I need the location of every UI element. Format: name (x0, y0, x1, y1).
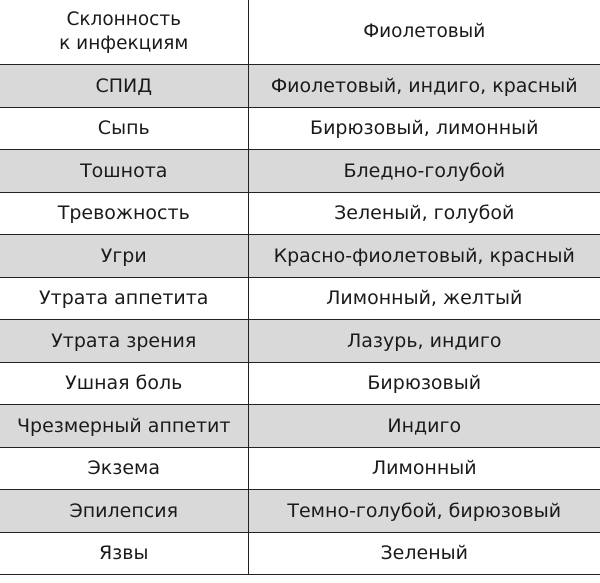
color-cell: Бледно-голубой (248, 150, 600, 193)
table-row (0, 447, 600, 490)
condition-cell: Угри (0, 235, 248, 278)
table-row (0, 235, 600, 278)
condition-cell: Эпилепсия (0, 490, 248, 533)
table-row (0, 362, 600, 405)
color-cell: Лазурь, индиго (248, 320, 600, 363)
table-row (0, 532, 600, 575)
header-cell-condition (0, 0, 248, 65)
color-cell: Лимонный (248, 447, 600, 490)
condition-cell: Сыпь (0, 107, 248, 150)
color-cell: Красно-фиолетовый, красный (248, 235, 600, 278)
color-cell: Бирюзовый, лимонный (248, 107, 600, 150)
condition-cell: Утрата аппетита (0, 277, 248, 320)
table-row (0, 490, 600, 533)
table-row (0, 150, 600, 193)
color-cell: Бирюзовый (248, 362, 600, 405)
condition-cell: Тошнота (0, 150, 248, 193)
header-condition-line-1: Склонность (66, 9, 182, 30)
condition-cell: Утрата зрения (0, 320, 248, 363)
condition-cell: Язвы (0, 532, 248, 575)
color-cell: Фиолетовый, индиго, красный (248, 65, 600, 108)
condition-cell: Ушная боль (0, 362, 248, 405)
color-cell: Темно-голубой, бирюзовый (248, 490, 600, 533)
header-condition-line-2: к инфекциям (59, 33, 189, 54)
table-row (0, 65, 600, 108)
table-row (0, 320, 600, 363)
color-cell: Зеленый (248, 532, 600, 575)
table-header-row (0, 0, 600, 65)
condition-cell: Тревожность (0, 192, 248, 235)
table-row (0, 277, 600, 320)
table-row (0, 405, 600, 448)
condition-cell: СПИД (0, 65, 248, 108)
condition-cell: Экзема (0, 447, 248, 490)
table-row (0, 192, 600, 235)
color-cell: Индиго (248, 405, 600, 448)
header-cell-color: Фиолетовый (248, 0, 600, 65)
color-cell: Лимонный, желтый (248, 277, 600, 320)
color-cell: Зеленый, голубой (248, 192, 600, 235)
condition-cell: Чрезмерный аппетит (0, 405, 248, 448)
table-row (0, 107, 600, 150)
